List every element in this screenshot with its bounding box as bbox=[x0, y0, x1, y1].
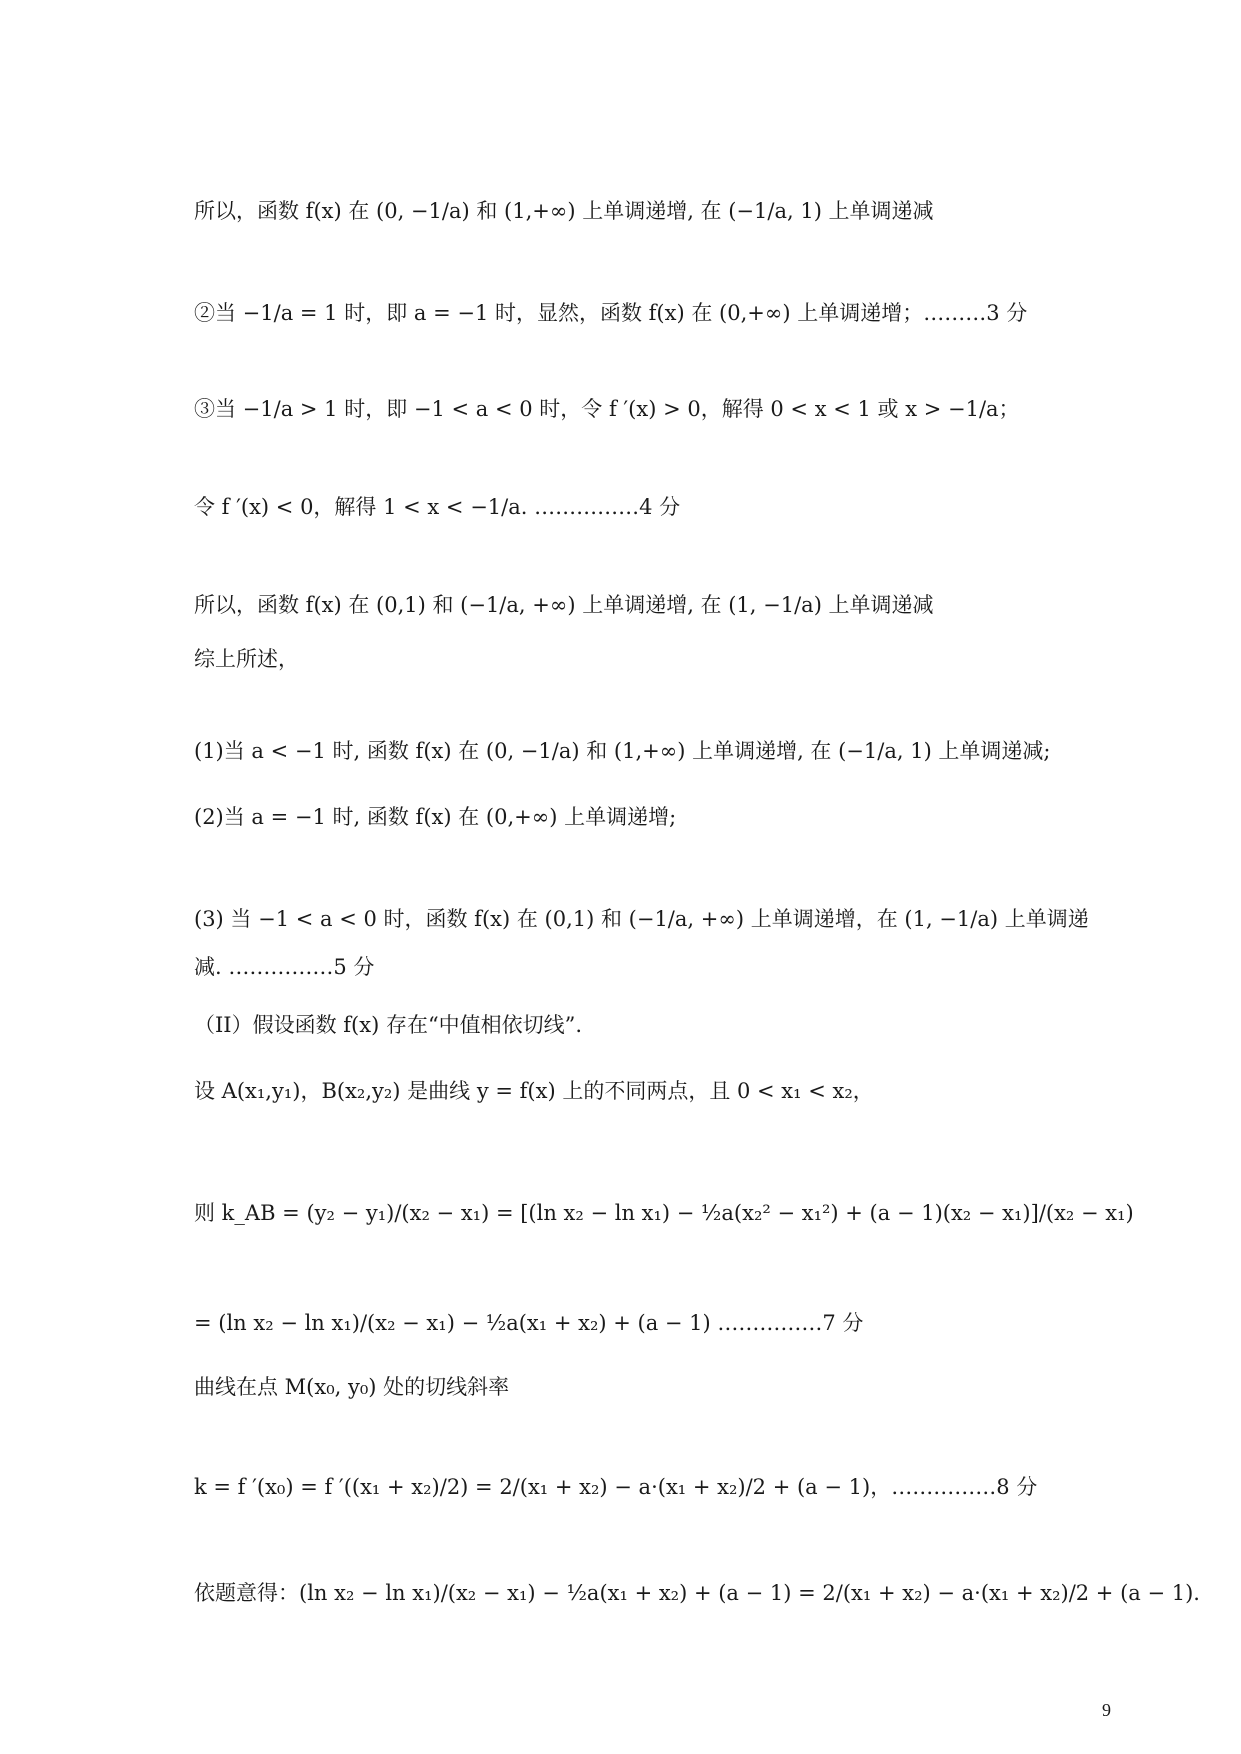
text-line-14: = (ln x₂ − ln x₁)/(x₂ − x₁) − ½a(x₁ + x₂) + (a − 1) ……………7 分 bbox=[194, 1311, 864, 1335]
text-line-2: ②当 −1/a = 1 时，即 a = −1 时，显然，函数 f(x) 在 (0,+∞) 上单调递增；………3 分 bbox=[194, 301, 1028, 325]
text-line-8: (2)当 a = −1 时, 函数 f(x) 在 (0,+∞) 上单调递增; bbox=[194, 805, 677, 829]
text-line-1: 所以，函数 f(x) 在 (0, −1/a) 和 (1,+∞) 上单调递增, 在 (−1/a, 1) 上单调递减 bbox=[194, 199, 934, 223]
text-line-16: k = f ′(x₀) = f ′((x₁ + x₂)/2) = 2/(x₁ + x₂) − a·(x₁ + x₂)/2 + (a − 1)，……………8 分 bbox=[194, 1475, 1038, 1499]
text-line-4: 令 f ′(x) < 0，解得 1 < x < −1/a. ……………4 分 bbox=[194, 495, 681, 519]
text-line-6: 综上所述， bbox=[194, 647, 299, 671]
page-number: 9 bbox=[1102, 1700, 1111, 1720]
text-line-9: (3) 当 −1 < a < 0 时，函数 f(x) 在 (0,1) 和 (−1/a, +∞) 上单调递增，在 (1, −1/a) 上单调递 bbox=[194, 907, 1089, 931]
text-line-17: 依题意得：(ln x₂ − ln x₁)/(x₂ − x₁) − ½a(x₁ + x₂) + (a − 1) = 2/(x₁ + x₂) − a·(x₁ + x₂)/2 + (a − 1). bbox=[194, 1581, 1200, 1605]
text-line-13: 则 k_AB = (y₂ − y₁)/(x₂ − x₁) = [(ln x₂ − ln x₁) − ½a(x₂² − x₁²) + (a − 1)(x₂ − x₁)]/(x₂ − x₁) bbox=[194, 1201, 1134, 1225]
text-line-5: 所以，函数 f(x) 在 (0,1) 和 (−1/a, +∞) 上单调递增, 在 (1, −1/a) 上单调递减 bbox=[194, 593, 934, 617]
text-line-7: (1)当 a < −1 时, 函数 f(x) 在 (0, −1/a) 和 (1,+∞) 上单调递增, 在 (−1/a, 1) 上单调递减; bbox=[194, 739, 1051, 763]
text-line-3: ③当 −1/a > 1 时，即 −1 < a < 0 时，令 f ′(x) > 0，解得 0 < x < 1 或 x > −1/a； bbox=[194, 397, 1020, 421]
text-line-15: 曲线在点 M(x₀, y₀) 处的切线斜率 bbox=[194, 1375, 510, 1399]
text-line-12: 设 A(x₁,y₁)，B(x₂,y₂) 是曲线 y = f(x) 上的不同两点，且 0 < x₁ < x₂， bbox=[194, 1079, 874, 1103]
text-line-10: 减. ……………5 分 bbox=[194, 955, 375, 979]
text-line-11: （II）假设函数 f(x) 存在“中值相依切线”. bbox=[194, 1013, 583, 1037]
